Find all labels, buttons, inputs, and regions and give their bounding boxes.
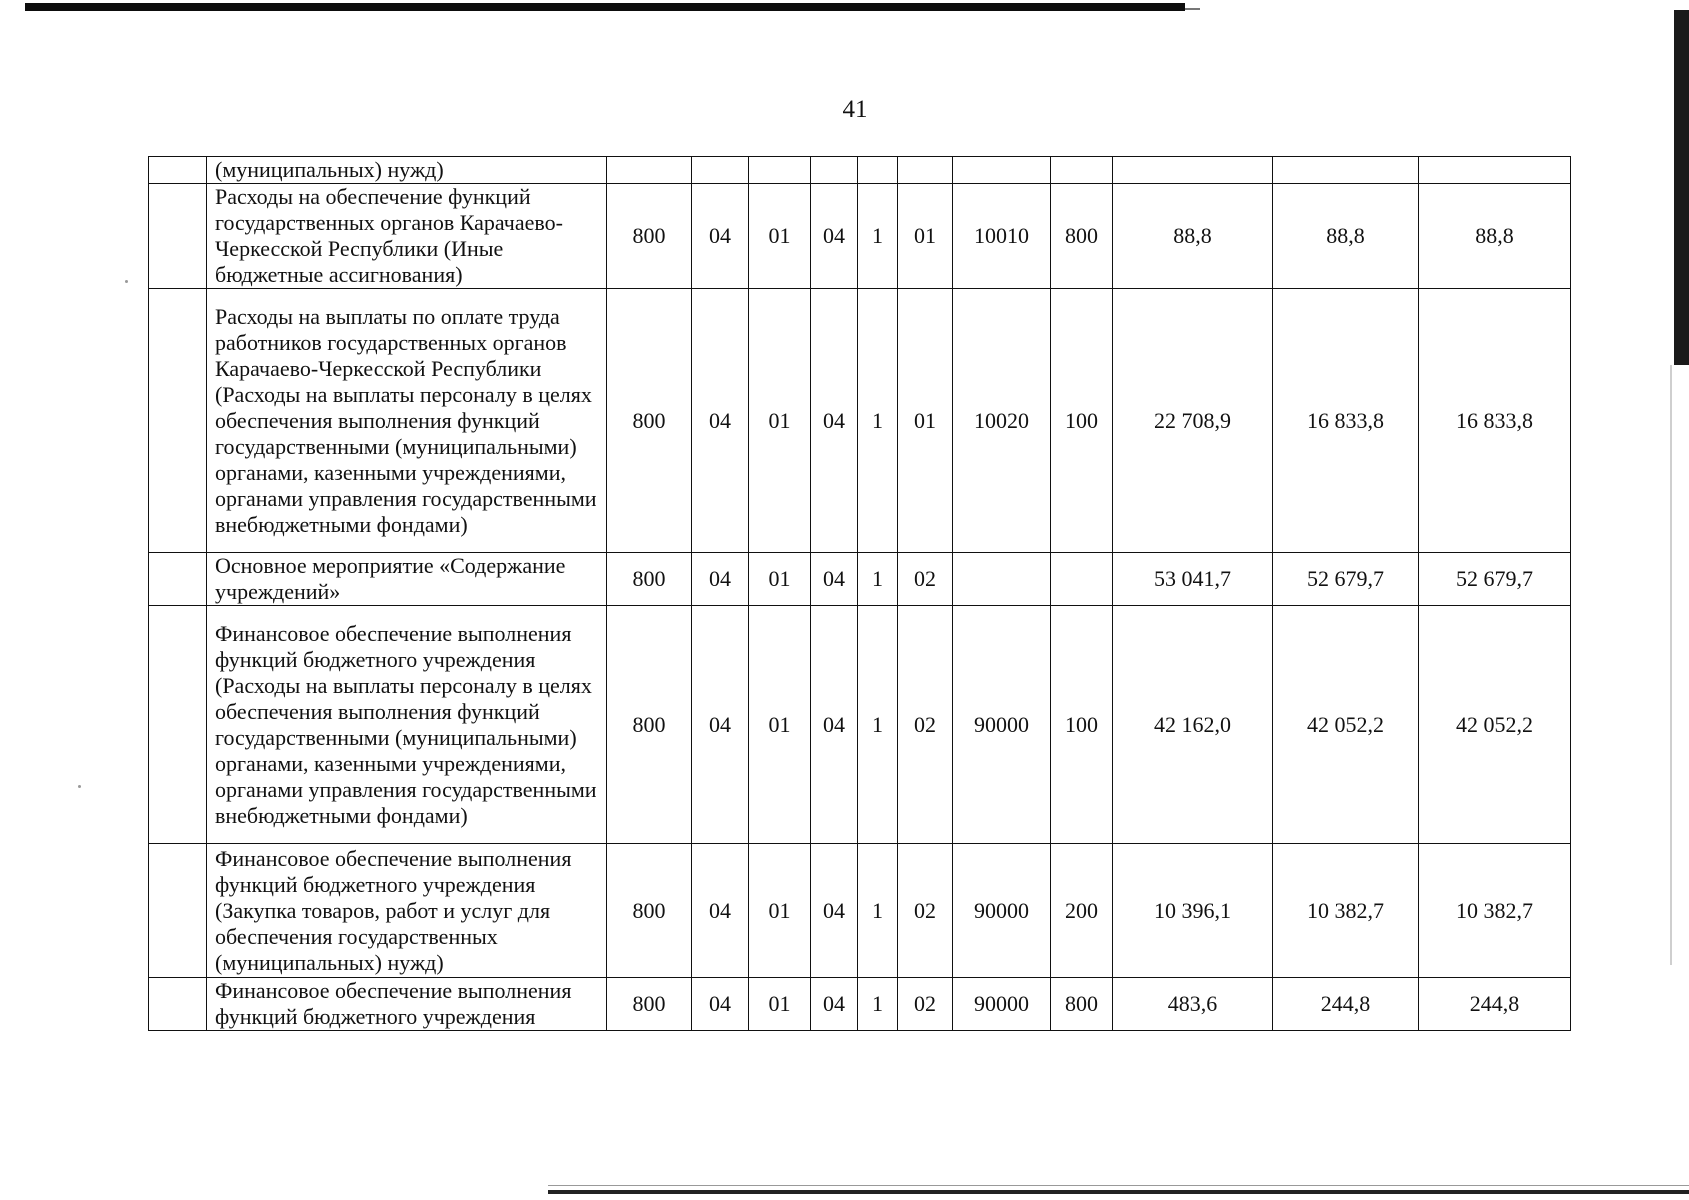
- amount-3-cell: 10 382,7: [1419, 844, 1571, 978]
- direction-code-cell: 10010: [953, 184, 1051, 289]
- row-number-cell: [149, 184, 207, 289]
- amount-2-cell: 16 833,8: [1273, 289, 1419, 553]
- description-cell: Финансовое обеспечение выполнения функций бюджетного учреждения (Расходы на выплаты персоналу в целях обеспечения выполнения функций государственными (муниципальными) органами, казенными учреждениями, органами управления государственными внебюджетными фондами): [207, 606, 607, 844]
- expense-type-cell: [1051, 157, 1113, 184]
- direction-code-cell: [953, 553, 1051, 606]
- admin-code-cell: 800: [607, 606, 692, 844]
- amount-1-cell: 10 396,1: [1113, 844, 1273, 978]
- expense-type-cell: 100: [1051, 289, 1113, 553]
- table-row: [149, 157, 1571, 184]
- row-number-cell: [149, 606, 207, 844]
- table-body: [149, 157, 1571, 1031]
- amount-1-cell: [1113, 157, 1273, 184]
- program-code-cell: 04: [811, 553, 858, 606]
- subsection-code-cell: 01: [749, 978, 811, 1031]
- admin-code-cell: [607, 157, 692, 184]
- row-number-cell: [149, 289, 207, 553]
- program-code-cell: 04: [811, 844, 858, 978]
- expense-type-cell: 100: [1051, 606, 1113, 844]
- program-code-cell: 04: [811, 978, 858, 1031]
- subsection-code-cell: 01: [749, 184, 811, 289]
- amount-1-cell: 53 041,7: [1113, 553, 1273, 606]
- amount-3-cell: 52 679,7: [1419, 553, 1571, 606]
- event-code-cell: 02: [898, 606, 953, 844]
- description-cell: Финансовое обеспечение выполнения функций бюджетного учреждения (Закупка товаров, работ и услуг для обеспечения государственных (муниципальных) нужд): [207, 844, 607, 978]
- page-number: 41: [842, 96, 868, 123]
- section-code-cell: 04: [692, 606, 749, 844]
- scan-top-border-fade: [1185, 8, 1200, 10]
- scan-bottom-border-fade: [548, 1185, 1689, 1186]
- event-code-cell: 01: [898, 289, 953, 553]
- description-cell: Финансовое обеспечение выполнения функций бюджетного учреждения: [207, 978, 607, 1031]
- program-code-cell: 04: [811, 606, 858, 844]
- expense-type-cell: 800: [1051, 978, 1113, 1031]
- scan-bottom-border: [548, 1190, 1689, 1194]
- subprogram-code-cell: 1: [858, 978, 898, 1031]
- event-code-cell: 01: [898, 184, 953, 289]
- amount-3-cell: 16 833,8: [1419, 289, 1571, 553]
- direction-code-cell: 90000: [953, 844, 1051, 978]
- subprogram-code-cell: 1: [858, 844, 898, 978]
- section-code-cell: [692, 157, 749, 184]
- section-code-cell: 04: [692, 184, 749, 289]
- direction-code-cell: 10020: [953, 289, 1051, 553]
- section-code-cell: 04: [692, 553, 749, 606]
- scan-speck: [78, 785, 81, 788]
- subsection-code-cell: [749, 157, 811, 184]
- row-number-cell: [149, 844, 207, 978]
- program-code-cell: 04: [811, 184, 858, 289]
- expense-type-cell: 800: [1051, 184, 1113, 289]
- subsection-code-cell: 01: [749, 289, 811, 553]
- row-number-cell: [149, 553, 207, 606]
- scan-top-border: [25, 3, 1185, 11]
- event-code-cell: [898, 157, 953, 184]
- direction-code-cell: 90000: [953, 978, 1051, 1031]
- subprogram-code-cell: 1: [858, 184, 898, 289]
- scan-right-edge-fade: [1670, 365, 1672, 965]
- amount-2-cell: 244,8: [1273, 978, 1419, 1031]
- direction-code-cell: 90000: [953, 606, 1051, 844]
- event-code-cell: 02: [898, 978, 953, 1031]
- amount-1-cell: 88,8: [1113, 184, 1273, 289]
- event-code-cell: 02: [898, 844, 953, 978]
- table-row: [149, 553, 1571, 606]
- amount-3-cell: [1419, 157, 1571, 184]
- subprogram-code-cell: 1: [858, 289, 898, 553]
- admin-code-cell: 800: [607, 978, 692, 1031]
- amount-3-cell: 42 052,2: [1419, 606, 1571, 844]
- description-cell: Расходы на обеспечение функций государственных органов Карачаево-Черкесской Республики (Иные бюджетные ассигнования): [207, 184, 607, 289]
- amount-1-cell: 483,6: [1113, 978, 1273, 1031]
- program-code-cell: [811, 157, 858, 184]
- table-row: [149, 978, 1571, 1031]
- amount-1-cell: 42 162,0: [1113, 606, 1273, 844]
- amount-1-cell: 22 708,9: [1113, 289, 1273, 553]
- admin-code-cell: 800: [607, 553, 692, 606]
- amount-2-cell: [1273, 157, 1419, 184]
- amount-2-cell: 52 679,7: [1273, 553, 1419, 606]
- table-row: [149, 289, 1571, 553]
- scan-right-edge: [1674, 10, 1689, 365]
- row-number-cell: [149, 978, 207, 1031]
- program-code-cell: 04: [811, 289, 858, 553]
- admin-code-cell: 800: [607, 289, 692, 553]
- budget-table: [148, 156, 1571, 1031]
- description-cell: (муниципальных) нужд): [207, 157, 607, 184]
- amount-3-cell: 88,8: [1419, 184, 1571, 289]
- subsection-code-cell: 01: [749, 606, 811, 844]
- subsection-code-cell: 01: [749, 553, 811, 606]
- amount-2-cell: 10 382,7: [1273, 844, 1419, 978]
- direction-code-cell: [953, 157, 1051, 184]
- table-row: [149, 184, 1571, 289]
- subprogram-code-cell: 1: [858, 553, 898, 606]
- row-number-cell: [149, 157, 207, 184]
- subprogram-code-cell: 1: [858, 606, 898, 844]
- amount-2-cell: 42 052,2: [1273, 606, 1419, 844]
- amount-3-cell: 244,8: [1419, 978, 1571, 1031]
- scan-speck: [125, 280, 128, 283]
- description-cell: Основное мероприятие «Содержание учреждений»: [207, 553, 607, 606]
- section-code-cell: 04: [692, 978, 749, 1031]
- expense-type-cell: [1051, 553, 1113, 606]
- section-code-cell: 04: [692, 844, 749, 978]
- admin-code-cell: 800: [607, 184, 692, 289]
- table-row: [149, 844, 1571, 978]
- subprogram-code-cell: [858, 157, 898, 184]
- admin-code-cell: 800: [607, 844, 692, 978]
- table-row: [149, 606, 1571, 844]
- event-code-cell: 02: [898, 553, 953, 606]
- amount-2-cell: 88,8: [1273, 184, 1419, 289]
- section-code-cell: 04: [692, 289, 749, 553]
- description-cell: Расходы на выплаты по оплате труда работников государственных органов Карачаево-Черкесской Республики (Расходы на выплаты персоналу в целях обеспечения выполнения функций государственными (муниципальными) органами, казенными учреждениями, органами управления государственными внебюджетными фондами): [207, 289, 607, 553]
- subsection-code-cell: 01: [749, 844, 811, 978]
- expense-type-cell: 200: [1051, 844, 1113, 978]
